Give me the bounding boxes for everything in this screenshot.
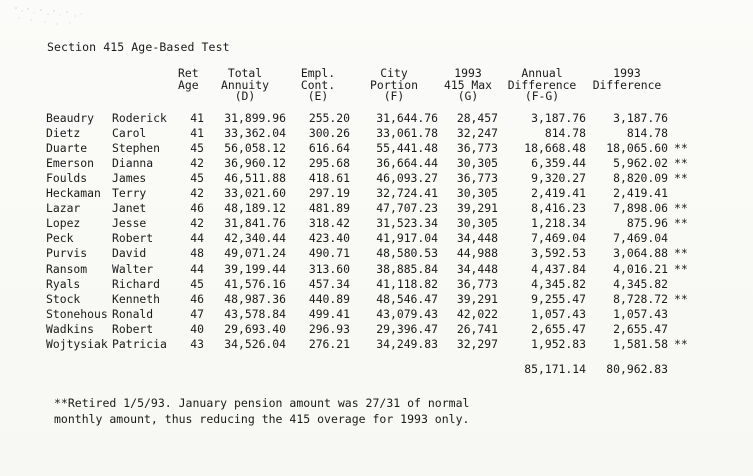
total-annuity-cell: 33,362.04 [224,125,286,140]
ret-age-cell: 41 [190,125,204,140]
header-flag [668,68,702,111]
415-max-cell: 34,448 [456,231,498,246]
table-row [46,337,702,352]
last-name-cell: Foulds [46,170,88,185]
last-name-cell: Stock [46,291,81,306]
1993-difference-cell: 7,469.04 [613,231,668,246]
ret-age-cell: 41 [190,110,204,125]
415-max-cell: 30,305 [456,216,498,231]
table-row [46,262,702,277]
table-row [46,156,702,171]
last-name-cell: Dietz [46,125,81,140]
annual-difference-cell: 9,255.47 [531,291,586,306]
ret-age-cell: 44 [190,261,204,276]
city-portion-cell: 32,724.41 [376,186,438,201]
last-name-cell: Duarte [46,140,88,155]
retired-flag-cell [668,322,702,337]
ret-age-cell: 45 [190,276,204,291]
empl-cont-cell: 296.93 [308,321,350,336]
annual-difference-total: 85,171.14 [524,361,586,376]
ret-age-cell: 42 [190,155,204,170]
total-annuity-cell: 42,340.44 [224,231,286,246]
total-annuity-cell: 36,960.12 [224,155,286,170]
total-annuity-cell: 41,576.16 [224,276,286,291]
ret-age-cell: 44 [190,231,204,246]
total-annuity-cell: 48,987.36 [224,291,286,306]
city-portion-cell: 41,917.04 [376,231,438,246]
1993-difference-cell: 3,187.76 [613,110,668,125]
415-max-cell: 30,305 [456,155,498,170]
last-name-cell: Peck [46,231,74,246]
last-name-cell: Emerson [46,155,95,170]
retired-flag-cell [668,307,702,322]
empl-cont-cell: 297.19 [308,186,350,201]
1993-difference-cell: 8,728.72 [613,291,668,306]
total-annuity-cell: 48,189.12 [224,201,286,216]
retired-flag-cell [668,126,702,141]
table-row [46,322,702,337]
415-max-cell: 30,305 [456,186,498,201]
annual-difference-cell: 6,359.44 [531,155,586,170]
retired-flag-cell: ** [674,246,688,261]
empl-cont-cell: 418.61 [308,170,350,185]
first-name-cell: Robert [112,321,154,336]
retired-flag-cell [668,111,702,126]
1993-difference-cell: 5,962.02 [613,155,668,170]
ret-age-cell: 46 [190,201,204,216]
retired-flag-cell: ** [674,337,688,352]
table-row [46,277,702,292]
annual-difference-cell: 1,218.34 [531,216,586,231]
415-max-cell: 32,247 [456,125,498,140]
empl-cont-cell: 481.89 [308,201,350,216]
totals-empty-cell [204,352,286,378]
table-row [46,307,702,322]
annual-difference-cell: 3,187.76 [531,110,586,125]
table-row [46,292,702,307]
annual-difference-cell: 3,592.53 [531,246,586,261]
first-name-cell: Roderick [112,110,167,125]
1993-difference-cell: 7,898.06 [613,201,668,216]
ret-age-cell: 43 [190,337,204,352]
415-max-cell: 26,741 [456,321,498,336]
last-name-cell: Purvis [46,246,88,261]
total-annuity-cell: 43,578.84 [224,306,286,321]
annual-difference-cell: 18,668.48 [524,140,586,155]
first-name-cell: Terry [112,186,147,201]
totals-empty-cell [286,352,350,378]
1993-difference-cell: 4,345.82 [613,276,668,291]
ret-age-cell: 42 [190,186,204,201]
totals-empty-cell [46,352,112,378]
empl-cont-cell: 616.64 [308,140,350,155]
415-max-cell: 34,448 [456,261,498,276]
last-name-cell: Ransom [46,261,88,276]
age-based-test-table [46,68,702,378]
city-portion-cell: 31,523.34 [376,216,438,231]
retired-flag-cell: ** [674,201,688,216]
empl-cont-cell: 490.71 [308,246,350,261]
city-portion-cell: 47,707.23 [376,201,438,216]
retired-flag-cell: ** [674,155,688,170]
table-row [46,111,702,126]
ret-age-cell: 42 [190,216,204,231]
table-row [46,217,702,232]
city-portion-cell: 48,546.47 [376,291,438,306]
first-name-cell: Janet [112,201,147,216]
table-row [46,126,702,141]
annual-difference-cell: 4,345.82 [531,276,586,291]
annual-difference-cell: 2,419.41 [531,186,586,201]
totals-row [46,352,702,378]
1993-difference-total: 80,962.83 [606,361,668,376]
first-name-cell: Kenneth [112,291,161,306]
ret-age-cell: 40 [190,321,204,336]
415-max-cell: 39,291 [456,291,498,306]
totals-empty-cell [350,352,438,378]
first-name-cell: Ronald [112,306,154,321]
table-row [46,232,702,247]
table-row [46,201,702,216]
ret-age-cell: 48 [190,246,204,261]
retired-flag-cell [668,232,702,247]
city-portion-cell: 29,396.47 [376,321,438,336]
total-annuity-cell: 56,058.12 [224,140,286,155]
empl-cont-cell: 318.42 [308,216,350,231]
header-annual-difference: Annual Difference (F-G) [507,66,577,104]
first-name-cell: Patricia [112,337,167,352]
415-max-cell: 44,988 [456,246,498,261]
total-annuity-cell: 49,071.24 [224,246,286,261]
415-max-cell: 32,297 [456,337,498,352]
annual-difference-cell: 2,655.47 [531,321,586,336]
annual-difference-cell: 9,320.27 [531,170,586,185]
city-portion-cell: 48,580.53 [376,246,438,261]
first-name-cell: James [112,170,147,185]
1993-difference-cell: 875.96 [626,216,668,231]
empl-cont-cell: 295.68 [308,155,350,170]
last-name-cell: Heckaman [46,186,101,201]
total-annuity-cell: 31,899.96 [224,110,286,125]
table-row [46,141,702,156]
city-portion-cell: 36,664.44 [376,155,438,170]
1993-difference-cell: 8,820.09 [613,170,668,185]
header-last-name [46,68,112,111]
last-name-cell: Stonehous [46,306,108,321]
header-415-max: 1993 415 Max (G) [443,66,492,104]
retired-flag-cell: ** [674,261,688,276]
table-row [46,186,702,201]
annual-difference-cell: 1,952.83 [531,337,586,352]
total-annuity-cell: 31,841.76 [224,216,286,231]
annual-difference-cell: 1,057.43 [531,306,586,321]
age-based-test-table-wrapper [46,68,702,378]
first-name-cell: Stephen [112,140,161,155]
retired-flag-cell: ** [674,216,688,231]
total-annuity-cell: 29,693.40 [224,321,286,336]
city-portion-cell: 43,079.43 [376,306,438,321]
415-max-cell: 42,022 [456,306,498,321]
totals-empty-cell [112,352,174,378]
1993-difference-cell: 814.78 [626,125,668,140]
header-total-annuity: Total Annuity (D) [220,66,269,104]
city-portion-cell: 31,644.76 [376,110,438,125]
ret-age-cell: 45 [190,170,204,185]
empl-cont-cell: 255.20 [308,110,350,125]
totals-empty-cell [174,352,204,378]
totals-empty-cell [438,352,498,378]
city-portion-cell: 46,093.27 [376,170,438,185]
empl-cont-cell: 276.21 [308,337,350,352]
header-first-name [112,68,174,111]
city-portion-cell: 55,441.48 [376,140,438,155]
first-name-cell: Robert [112,231,154,246]
415-max-cell: 39,291 [456,201,498,216]
header-1993-difference: 1993 Difference [592,66,662,92]
first-name-cell: Dianna [112,155,154,170]
last-name-cell: Lopez [46,216,81,231]
1993-difference-cell: 18,065.60 [606,140,668,155]
retired-flag-cell: ** [674,140,688,155]
annual-difference-cell: 4,437.84 [531,261,586,276]
retirement-footnote: **Retired 1/5/93. January pension amount was 27/31 of normal monthly amount, thus reducing the 415 overage for 1993 only. [54,396,470,426]
empl-cont-cell: 300.26 [308,125,350,140]
first-name-cell: David [112,246,147,261]
ret-age-cell: 47 [190,306,204,321]
empl-cont-cell: 423.40 [308,231,350,246]
last-name-cell: Lazar [46,201,81,216]
ret-age-cell: 45 [190,140,204,155]
table-row [46,247,702,262]
1993-difference-cell: 4,016.21 [613,261,668,276]
city-portion-cell: 41,118.82 [376,276,438,291]
total-annuity-cell: 39,199.44 [224,261,286,276]
1993-difference-cell: 2,419.41 [613,186,668,201]
city-portion-cell: 38,885.84 [376,261,438,276]
1993-difference-cell: 1,057.43 [613,306,668,321]
annual-difference-cell: 7,469.04 [531,231,586,246]
last-name-cell: Wojtysiak [46,337,108,352]
1993-difference-cell: 3,064.88 [613,246,668,261]
empl-cont-cell: 499.41 [308,306,350,321]
empl-cont-cell: 457.34 [308,276,350,291]
total-annuity-cell: 46,511.88 [224,170,286,185]
table-header-row [46,68,702,111]
total-annuity-cell: 34,526.04 [224,337,286,352]
empl-cont-cell: 313.60 [308,261,350,276]
annual-difference-cell: 814.78 [544,125,586,140]
ret-age-cell: 46 [190,291,204,306]
415-max-cell: 36,773 [456,170,498,185]
415-max-cell: 28,457 [456,110,498,125]
header-empl-cont: Empl. Cont. (E) [300,66,336,104]
1993-difference-cell: 2,655.47 [613,321,668,336]
totals-empty-cell [668,352,702,378]
header-ret-age: Ret Age [178,66,199,92]
415-max-cell: 36,773 [456,276,498,291]
last-name-cell: Ryals [46,276,81,291]
retired-flag-cell [668,277,702,292]
1993-difference-cell: 1,581.58 [613,337,668,352]
scan-speckle-mark [10,4,90,32]
header-city-portion: City Portion (F) [369,66,418,104]
first-name-cell: Richard [112,276,161,291]
retired-flag-cell [668,186,702,201]
last-name-cell: Beaudry [46,110,95,125]
document-title: Section 415 Age-Based Test [47,40,230,54]
last-name-cell: Wadkins [46,321,95,336]
annual-difference-cell: 8,416.23 [531,201,586,216]
retired-flag-cell: ** [674,170,688,185]
415-max-cell: 36,773 [456,140,498,155]
first-name-cell: Walter [112,261,154,276]
total-annuity-cell: 33,021.60 [224,186,286,201]
table-row [46,171,702,186]
empl-cont-cell: 440.89 [308,291,350,306]
first-name-cell: Jesse [112,216,147,231]
first-name-cell: Carol [112,125,147,140]
city-portion-cell: 33,061.78 [376,125,438,140]
city-portion-cell: 34,249.83 [376,337,438,352]
retired-flag-cell: ** [674,291,688,306]
